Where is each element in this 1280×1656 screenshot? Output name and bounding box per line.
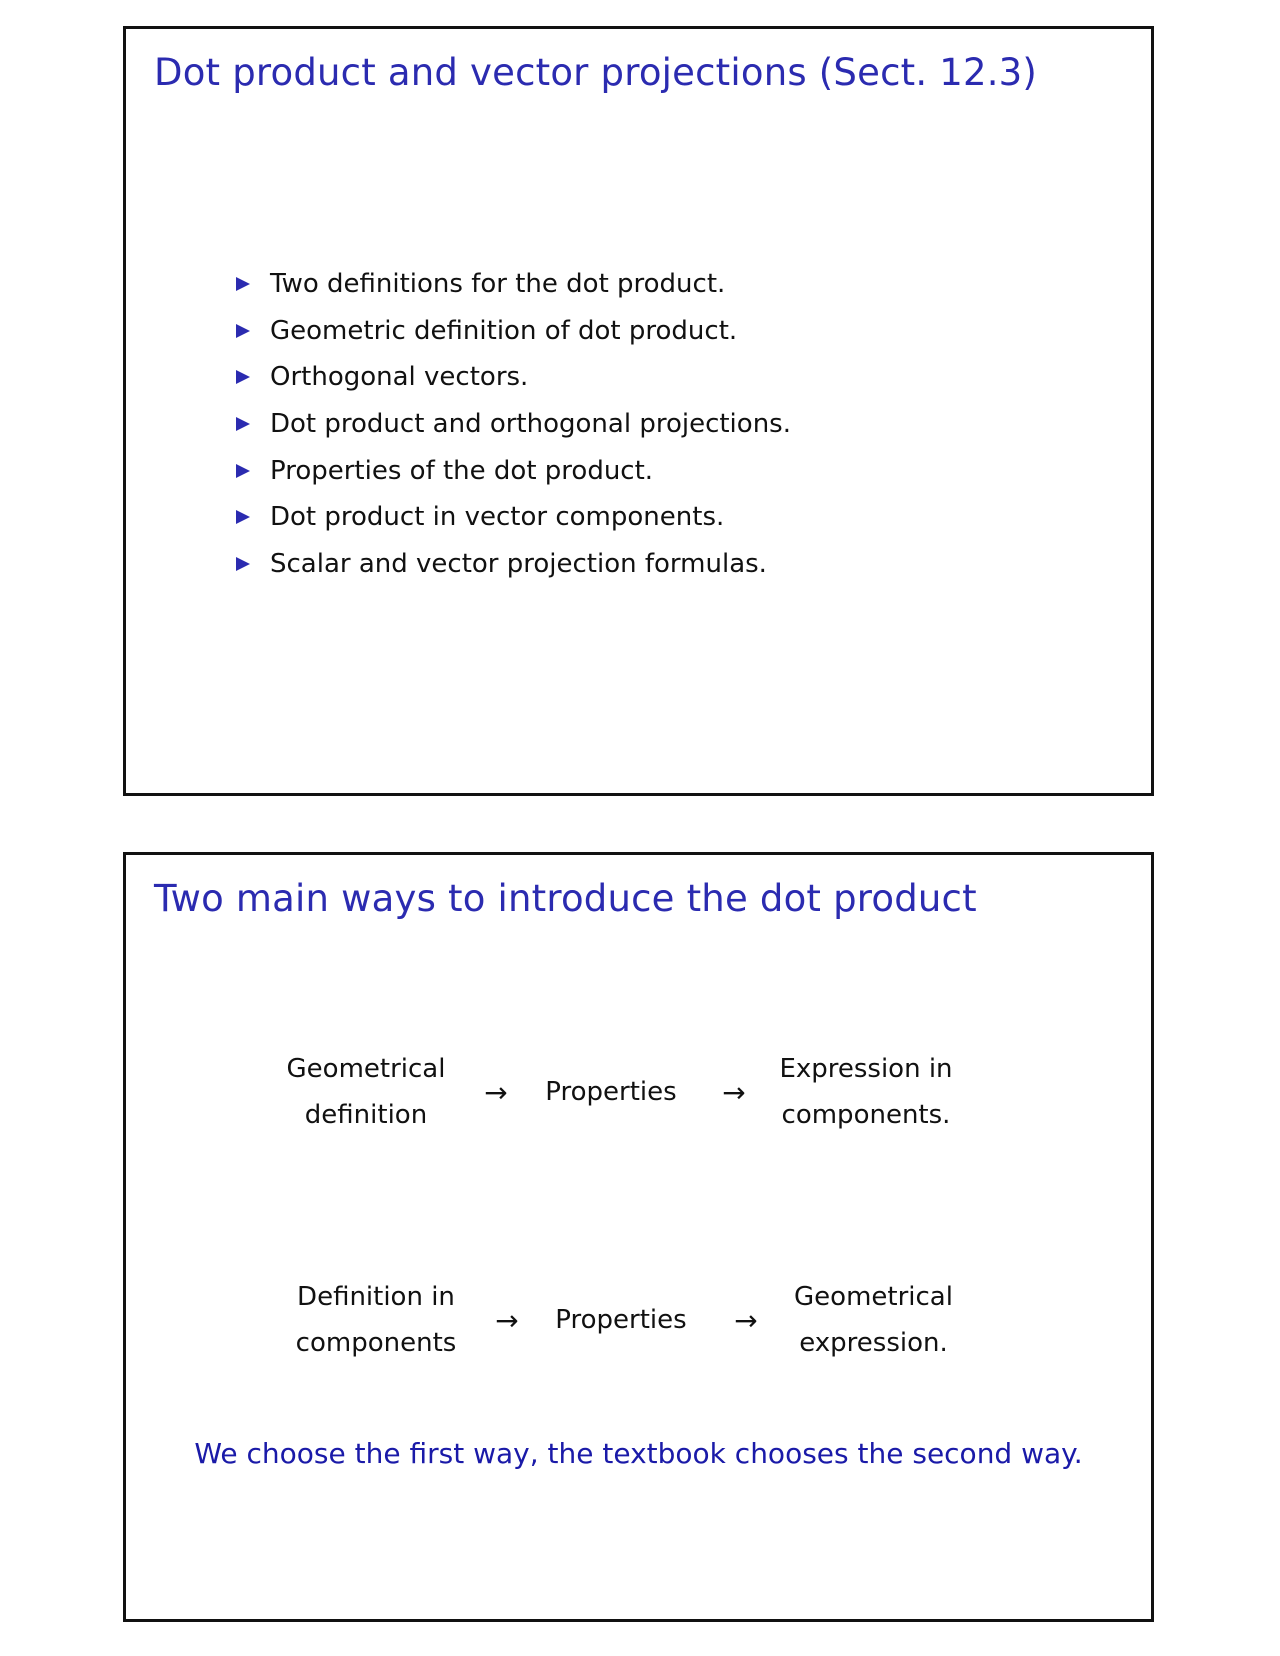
flow-row-geometric-first — [126, 1037, 1151, 1147]
list-item — [236, 261, 791, 308]
list-item-text: Two definitions for the dot product. — [270, 269, 726, 300]
slide-1 — [123, 26, 1154, 796]
flow-step-text: Properties — [555, 1305, 687, 1335]
list-item-text: Properties of the dot product. — [270, 455, 654, 486]
triangle-right-icon — [236, 557, 250, 571]
list-item — [236, 541, 791, 588]
slide-2-title: Two main ways to introduce the dot product — [154, 877, 977, 920]
list-item-text: Dot product in vector components. — [270, 502, 725, 533]
flow-step-geometrical-definition — [276, 1037, 456, 1147]
flow-step-text: Geometrical expression. — [794, 1282, 953, 1358]
flow-step-properties — [536, 1037, 686, 1147]
topic-list — [236, 261, 791, 587]
list-item — [236, 354, 791, 401]
slide-1-title: Dot product and vector projections (Sect. 12.3) — [154, 51, 1038, 94]
triangle-right-icon — [236, 370, 250, 384]
right-arrow-icon: → — [722, 1075, 746, 1109]
list-item-text: Orthogonal vectors. — [270, 362, 529, 393]
flow-step-text: Properties — [545, 1077, 677, 1107]
flow-step-expression-in-components — [766, 1037, 966, 1147]
list-item-text: Dot product and orthogonal projections. — [270, 409, 791, 440]
list-item — [236, 308, 791, 355]
list-item — [236, 401, 791, 448]
triangle-right-icon — [236, 277, 250, 291]
triangle-right-icon — [236, 510, 250, 524]
flow-step-text: Definition in components — [295, 1282, 457, 1358]
flow-step-text: Geometrical definition — [286, 1054, 446, 1130]
list-item-text: Geometric definition of dot product. — [270, 315, 738, 346]
conclusion-text: We choose the first way, the textbook chooses the second way. — [194, 1437, 1083, 1470]
flow-step-definition-in-components — [286, 1265, 466, 1375]
triangle-right-icon — [236, 324, 250, 338]
right-arrow-icon: → — [495, 1303, 519, 1337]
triangle-right-icon — [236, 417, 250, 431]
list-item-text: Scalar and vector projection formulas. — [270, 548, 767, 579]
list-item — [236, 447, 791, 494]
flow-row-components-first — [126, 1265, 1151, 1375]
flow-step-text: Expression in components. — [779, 1054, 953, 1130]
slide-2 — [123, 852, 1154, 1622]
flow-step-geometrical-expression — [781, 1265, 966, 1375]
triangle-right-icon — [236, 464, 250, 478]
right-arrow-icon: → — [484, 1075, 508, 1109]
list-item — [236, 494, 791, 541]
flow-step-properties — [546, 1265, 696, 1375]
right-arrow-icon: → — [734, 1303, 758, 1337]
